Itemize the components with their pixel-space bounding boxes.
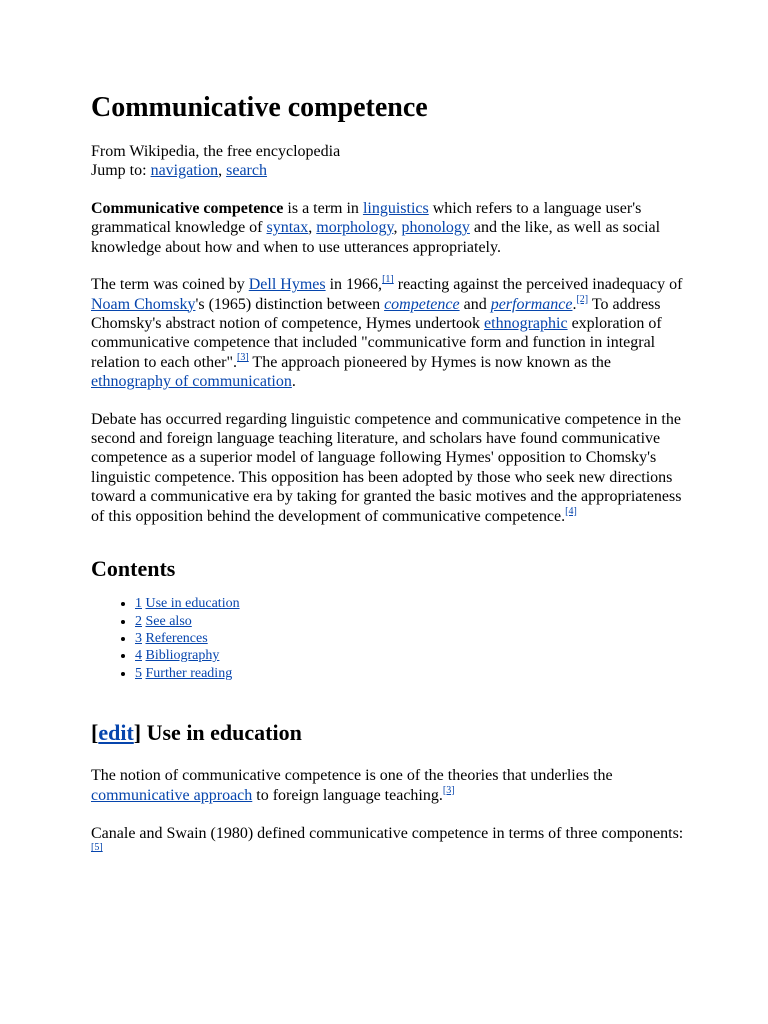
intro-term: Communicative competence <box>91 200 284 217</box>
jump-prefix: Jump to: <box>91 162 151 179</box>
jump-navigation-link[interactable]: navigation <box>150 162 219 179</box>
article-meta <box>91 142 691 180</box>
link-morphology[interactable]: morphology <box>316 219 394 237</box>
jump-search-link[interactable]: search <box>226 162 267 179</box>
toc-link-number[interactable]: 1 <box>135 596 142 612</box>
debate-text: Debate has occurred regarding linguistic competence and communicative competence in the second and foreign language teaching literature, and scholars have found communicative competence as a superior model of language following Hymes' opposition to Chomsky's linguistic competence. This opposition has been adopted by those who seek new directions toward a communicative era by taking for granted the basic motives and the appropriateness of this opposition behind the development of communicative competence. <box>91 410 682 525</box>
origin-text-1: The term was coined by <box>91 276 249 294</box>
section-heading-use-in-education <box>91 717 691 749</box>
link-dell-hymes[interactable]: Dell Hymes <box>248 276 326 294</box>
origin-text-5: and <box>459 295 491 313</box>
intro-paragraph <box>91 199 691 257</box>
toc-link-number[interactable]: 5 <box>135 665 142 681</box>
toc-link-number[interactable]: 2 <box>135 613 142 629</box>
link-communicative-approach[interactable]: communicative approach <box>91 786 253 804</box>
link-syntax[interactable]: syntax <box>266 219 309 237</box>
citation-1[interactable]: [1] <box>382 274 394 286</box>
toc-link-number[interactable]: 4 <box>135 648 142 664</box>
article-content <box>91 84 691 863</box>
toc-heading: Contents <box>91 556 176 582</box>
education-text-1: The notion of communicative competence is one of the theories that underlies the <box>91 767 613 785</box>
education-text-3: Canale and Swain (1980) defined communicative competence in terms of three components: <box>91 824 684 842</box>
origin-text-2: in 1966, <box>325 276 383 294</box>
citation-5[interactable]: [5] <box>91 842 103 854</box>
link-competence[interactable]: competence <box>384 295 460 313</box>
toc-item <box>135 613 691 630</box>
citation-2[interactable]: [2] <box>576 293 589 305</box>
link-performance[interactable]: performance <box>490 295 573 313</box>
toc-link-label[interactable]: Bibliography <box>145 648 220 664</box>
citation-4[interactable]: [4] <box>565 505 577 517</box>
intro-sep-2: , <box>393 219 402 237</box>
edit-section-link[interactable]: edit <box>98 720 134 746</box>
toc-item <box>135 630 691 647</box>
origin-text-9: The approach pioneered by Hymes is now known as the <box>248 353 611 371</box>
toc-item <box>135 595 691 612</box>
section-title: Use in education <box>146 720 302 746</box>
origin-text-6: . <box>572 295 577 313</box>
origin-text-8: exploration of communicative competence that included "communicative form and function in integral relation to each other". <box>91 315 662 371</box>
jump-separator: , <box>218 162 227 179</box>
intro-sep-1: , <box>308 219 317 237</box>
origin-text-4: 's (1965) distinction between <box>195 295 385 313</box>
toc-list <box>91 595 691 682</box>
origin-text-7: To address Chomsky's abstract notion of competence, Hymes undertook <box>91 295 661 333</box>
intro-text-1: is a term in <box>283 200 363 217</box>
toc-item <box>135 665 691 682</box>
origin-paragraph <box>91 275 691 391</box>
site-tagline: From Wikipedia, the free encyclopedia <box>91 143 341 160</box>
edit-bracket-close: ] <box>133 720 147 746</box>
citation-3-repeat[interactable]: [3] <box>442 784 455 796</box>
jump-links <box>91 161 691 180</box>
education-paragraph-2 <box>91 824 691 863</box>
toc-link-label[interactable]: References <box>145 630 208 646</box>
page-title: Communicative competence <box>91 92 428 123</box>
toc-link-label[interactable]: Use in education <box>145 596 240 612</box>
education-text-2: to foreign language teaching. <box>252 786 443 804</box>
intro-text-2: which refers to a language user's grammatical knowledge of <box>91 200 642 237</box>
origin-text-3: reacting against the perceived inadequacy of <box>393 276 683 294</box>
education-paragraph-1 <box>91 766 691 805</box>
link-ethnography-of-communication[interactable]: ethnography of communication <box>91 373 292 391</box>
link-linguistics[interactable]: linguistics <box>362 200 429 217</box>
link-ethnographic[interactable]: ethnographic <box>484 315 568 333</box>
toc-link-number[interactable]: 3 <box>135 630 142 646</box>
edit-bracket-open: [ <box>91 720 99 746</box>
citation-3[interactable]: [3] <box>237 351 249 363</box>
debate-paragraph <box>91 410 691 526</box>
intro-text-3: and the like, as well as social knowledge about how and when to use utterances appropriately. <box>91 219 661 256</box>
link-phonology[interactable]: phonology <box>401 219 470 237</box>
origin-text-10: . <box>291 373 296 391</box>
toc-item <box>135 647 691 664</box>
toc-link-label[interactable]: Further reading <box>145 665 233 681</box>
link-noam-chomsky[interactable]: Noam Chomsky <box>91 295 196 313</box>
toc-link-label[interactable]: See also <box>145 613 192 629</box>
